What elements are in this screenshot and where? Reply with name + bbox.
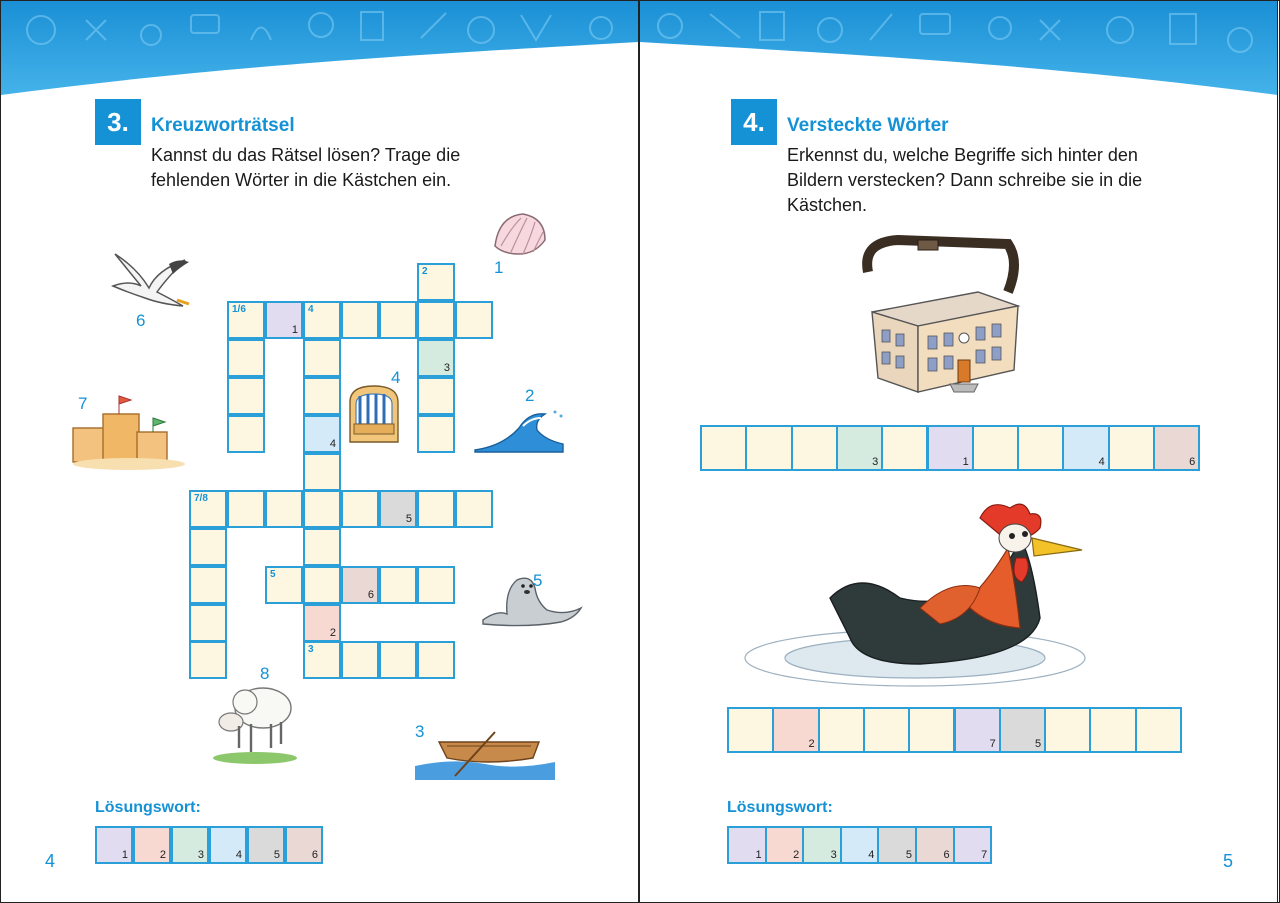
shell-icon xyxy=(489,210,549,258)
seagull-icon xyxy=(107,248,193,310)
page-number-right: 5 xyxy=(1223,851,1234,871)
word-1-box-11[interactable]: 6 xyxy=(1153,425,1200,471)
solution-box-3[interactable]: 3 xyxy=(171,826,209,864)
exercise-title: Kreuzworträtsel xyxy=(151,115,295,136)
word-2-box-8[interactable] xyxy=(1044,707,1091,753)
rowboat-icon xyxy=(413,728,559,782)
crossword-cell[interactable] xyxy=(417,263,455,301)
right-page xyxy=(640,0,1278,903)
word-2-box-7[interactable]: 5 xyxy=(999,707,1046,753)
solution-word-label: Lösungswort: xyxy=(727,799,833,816)
swimming-rooster-icon xyxy=(740,498,1090,693)
crossword-cell[interactable] xyxy=(303,490,341,528)
clue-label-4: 4 xyxy=(308,304,314,315)
crossword-cell[interactable] xyxy=(417,566,455,604)
word-1-box-3[interactable] xyxy=(791,425,838,471)
word-2-box-10[interactable] xyxy=(1135,707,1182,753)
word-1-box-7[interactable] xyxy=(972,425,1019,471)
crossword-cell[interactable] xyxy=(227,415,265,453)
crossword-solution-cell-2[interactable]: 2 xyxy=(303,604,341,642)
word-2-box-9[interactable] xyxy=(1089,707,1136,753)
crossword-cell[interactable] xyxy=(303,453,341,491)
crossword-cell[interactable] xyxy=(341,641,379,679)
crossword-cell[interactable] xyxy=(417,641,455,679)
crossword-cell[interactable] xyxy=(379,641,417,679)
crossword-cell[interactable] xyxy=(189,641,227,679)
clue-label-3: 3 xyxy=(308,644,314,655)
beach-chair-icon xyxy=(344,382,408,450)
exercise-number-badge: 3. xyxy=(95,99,141,145)
clue-label-1-6: 1/6 xyxy=(232,304,246,315)
crossword-cell[interactable] xyxy=(341,490,379,528)
solution-box-7[interactable]: 7 xyxy=(953,826,993,864)
exercise-instruction-line-1: Kannst du das Rätsel lösen? Trage die xyxy=(151,145,461,165)
picture-number-6: 6 xyxy=(136,311,146,330)
exercise-instruction-line-2: fehlenden Wörter in die Kästchen ein. xyxy=(151,170,452,190)
crossword-cell[interactable] xyxy=(303,377,341,415)
crossword-cell[interactable] xyxy=(227,490,265,528)
crossword-cell[interactable] xyxy=(189,604,227,642)
crossword-cell[interactable] xyxy=(417,301,455,339)
word-1-box-10[interactable] xyxy=(1108,425,1155,471)
crossword-cell[interactable] xyxy=(417,490,455,528)
page-number-left: 4 xyxy=(45,851,56,871)
crossword-cell[interactable] xyxy=(303,339,341,377)
solution-box-3[interactable]: 3 xyxy=(802,826,842,864)
picture-number-2: 2 xyxy=(525,386,535,405)
word-1-box-4[interactable]: 3 xyxy=(836,425,883,471)
solution-box-5[interactable]: 5 xyxy=(247,826,285,864)
solution-box-5[interactable]: 5 xyxy=(877,826,917,864)
crossword-cell[interactable] xyxy=(227,301,265,339)
solution-box-6[interactable]: 6 xyxy=(285,826,323,864)
crossword-cell[interactable] xyxy=(455,490,493,528)
solution-box-1[interactable]: 1 xyxy=(727,826,767,864)
crossword-solution-cell-6[interactable]: 6 xyxy=(341,566,379,604)
crossword-cell[interactable] xyxy=(417,377,455,415)
solution-box-2[interactable]: 2 xyxy=(765,826,805,864)
crossword-cell[interactable] xyxy=(303,528,341,566)
crossword-cell[interactable] xyxy=(303,641,341,679)
seal-icon xyxy=(477,570,585,628)
word-2-box-1[interactable] xyxy=(727,707,774,753)
word-2-box-6[interactable]: 7 xyxy=(954,707,1001,753)
solution-box-2[interactable]: 2 xyxy=(133,826,171,864)
word-2-box-4[interactable] xyxy=(863,707,910,753)
word-1-box-9[interactable]: 4 xyxy=(1062,425,1109,471)
crossword-cell[interactable] xyxy=(341,301,379,339)
exercise-instruction-line-3: Kästchen. xyxy=(787,195,868,215)
picture-number-8: 8 xyxy=(260,664,270,683)
word-1-box-5[interactable] xyxy=(881,425,928,471)
header-banner xyxy=(1,0,638,110)
exercise-number-badge: 4. xyxy=(731,99,777,145)
picture-number-7: 7 xyxy=(78,394,88,413)
solution-box-4[interactable]: 4 xyxy=(209,826,247,864)
school-bag-icon xyxy=(858,232,1026,412)
crossword-cell[interactable] xyxy=(227,377,265,415)
clue-label-2: 2 xyxy=(422,266,428,277)
solution-box-6[interactable]: 6 xyxy=(915,826,955,864)
solution-box-4[interactable]: 4 xyxy=(840,826,880,864)
exercise-title: Versteckte Wörter xyxy=(787,115,949,136)
crossword-cell[interactable] xyxy=(303,566,341,604)
clue-label-7-8: 7/8 xyxy=(194,493,208,504)
exercise-instruction-line-2: Bildern verstecken? Dann schreibe sie in die xyxy=(787,170,1143,190)
wave-icon xyxy=(473,404,569,454)
crossword-cell[interactable] xyxy=(189,566,227,604)
crossword-cell[interactable] xyxy=(379,301,417,339)
crossword-cell[interactable] xyxy=(455,301,493,339)
crossword-solution-cell-3[interactable]: 3 xyxy=(417,339,455,377)
word-2-box-3[interactable] xyxy=(818,707,865,753)
crossword-cell[interactable] xyxy=(417,415,455,453)
solution-word-label: Lösungswort: xyxy=(95,799,201,816)
crossword-cell[interactable] xyxy=(189,528,227,566)
word-1-box-6[interactable]: 1 xyxy=(927,425,974,471)
crossword-solution-cell-5[interactable]: 5 xyxy=(379,490,417,528)
header-banner xyxy=(640,0,1278,110)
crossword-cell[interactable] xyxy=(303,301,341,339)
word-2-box-5[interactable] xyxy=(908,707,955,753)
crossword-cell[interactable] xyxy=(265,490,303,528)
crossword-cell[interactable] xyxy=(227,339,265,377)
left-page xyxy=(0,0,638,903)
crossword-solution-cell-1[interactable]: 1 xyxy=(265,301,303,339)
word-1-box-2[interactable] xyxy=(745,425,792,471)
word-2-box-2[interactable]: 2 xyxy=(772,707,819,753)
picture-number-1: 1 xyxy=(494,258,504,277)
picture-number-5: 5 xyxy=(533,571,543,590)
solution-box-1[interactable]: 1 xyxy=(95,826,133,864)
picture-number-4: 4 xyxy=(391,368,401,387)
crossword-cell[interactable] xyxy=(265,566,303,604)
word-1-box-8[interactable] xyxy=(1017,425,1064,471)
word-1-box-1[interactable] xyxy=(700,425,747,471)
sheep-icon xyxy=(211,682,301,764)
crossword-cell[interactable] xyxy=(189,490,227,528)
crossword-solution-cell-4[interactable]: 4 xyxy=(303,415,341,453)
exercise-instruction-line-1: Erkennst du, welche Begriffe sich hinter den xyxy=(787,145,1138,165)
clue-label-5: 5 xyxy=(270,569,276,580)
crossword-cell[interactable] xyxy=(379,566,417,604)
picture-number-3: 3 xyxy=(415,722,425,741)
